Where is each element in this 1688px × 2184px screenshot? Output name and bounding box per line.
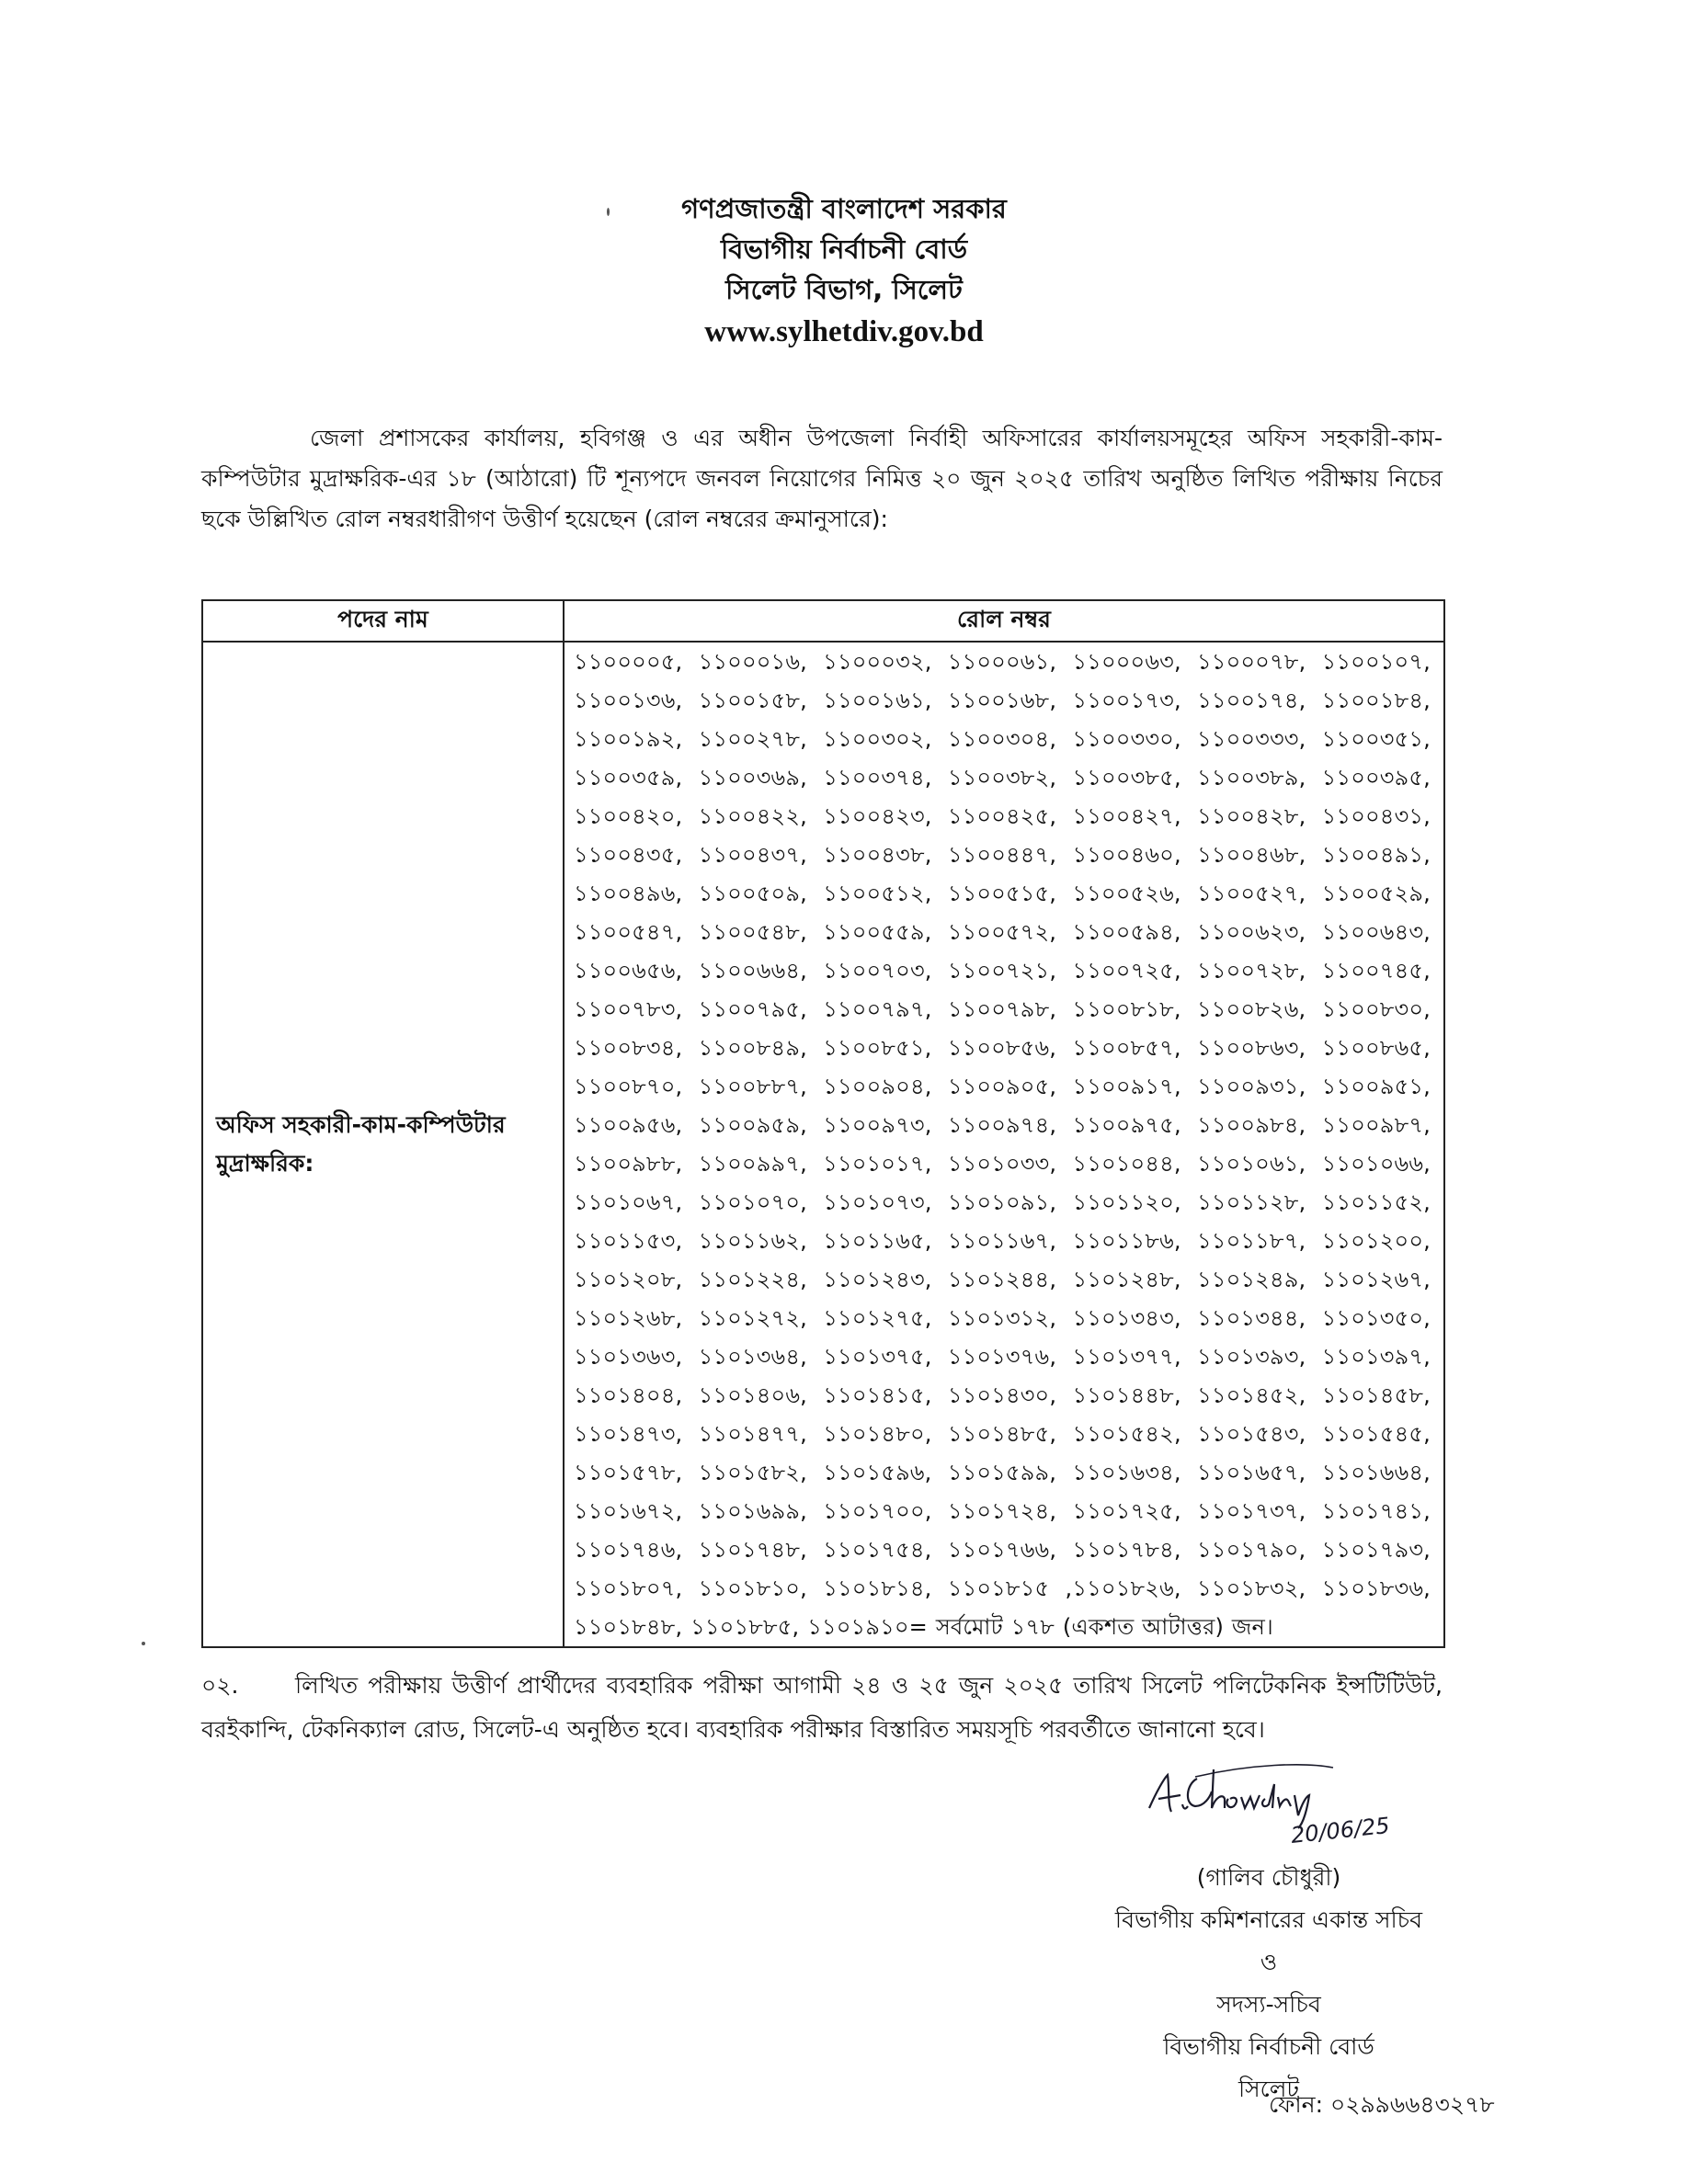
scan-speck — [142, 1642, 145, 1645]
intro-paragraph: জেলা প্রশাসকের কার্যালয়, হবিগঞ্জ ও এর অধীন উপজেলা নির্বাহী অফিসারের কার্যালয়সমূহের অফিস সহকারী-কাম-কম্পিউটার মুদ্রাক্ষরিক-এর ১৮ (আঠারো) টি শূন্যপদে জনবল নিয়োগের নিমিত্ত ২০ জুন ২০২৫ তারিখ অনুষ্ঠিত লিখিত পরীক্ষায় নিচের ছকে উল্লিখিত রোল নম্বরধারীগণ উত্তীর্ণ হয়েছেন (রোল নম্বরের ক্রমানুসারে): — [201, 425, 1443, 532]
signatory-name: (গালিব চৌধুরী) — [1196, 1864, 1341, 1891]
roll-numbers-cell — [564, 642, 1444, 1647]
signatory-block — [1048, 1857, 1489, 2110]
table-header-row — [202, 600, 1444, 642]
roll-number-list: ১১০০০০৫, ১১০০০১৬, ১১০০০৩২, ১১০০০৬১, ১১০০০৬৩, ১১০০০৭৮, ১১০০১০৭, ১১০০১৩৬, ১১০০১৫৮, ১১০০১৬১, ১১০০১৬৮, ১১০০১৭৩, ১১০০১৭৪, ১১০০১৮৪, ১১০০১৯২, ১১০০২৭৮, ১১০০৩০২, ১১০০৩০৪, ১১০০৩৩০, ১১০০৩৩৩, ১১০০৩৫১, ১১০০৩৫৯, ১১০০৩৬৯, ১১০০৩৭৪, ১১০০৩৮২, ১১০০৩৮৫, ১১০০৩৮৯, ১১০০৩৯৫, ১১০০৪২০, ১১০০৪২২, ১১০০৪২৩, ১১০০৪২৫, ১১০০৪২৭, ১১০০৪২৮, ১১০০৪৩১, ১১০০৪৩৫, ১১০০৪৩৭, ১১০০৪৩৮, ১১০০৪৪৭, ১১০০৪৬০, ১১০০৪৬৮, ১১০০৪৯১, ১১০০৪৯৬, ১১০০৫০৯, ১১০০৫১২, ১১০০৫১৫, ১১০০৫২৬, ১১০০৫২৭, ১১০০৫২৯, ১১০০৫৪৭, ১১০০৫৪৮, ১১০০৫৫৯, ১১০০৫৭২, ১১০০৫৯৪, ১১০০৬২৩, ১১০০৬৪৩, ১১০০৬৫৬, ১১০০৬৬৪, ১১০০৭০৩, ১১০০৭২১, ১১০০৭২৫, ১১০০৭২৮, ১১০০৭৪৫, ১১০০৭৮৩, ১১০০৭৯৫, ১১০০৭৯৭, ১১০০৭৯৮, ১১০০৮১৮, ১১০০৮২৬, ১১০০৮৩০, ১১০০৮৩৪, ১১০০৮৪৯, ১১০০৮৫১, ১১০০৮৫৬, ১১০০৮৫৭, ১১০০৮৬৩, ১১০০৮৬৫, ১১০০৮৭০, ১১০০৮৮৭, ১১০০৯০৪, ১১০০৯০৫, ১১০০৯১৭, ১১০০৯৩১, ১১০০৯৫১, ১১০০৯৫৬, ১১০০৯৫৯, ১১০০৯৭৩, ১১০০৯৭৪, ১১০০৯৭৫, ১১০০৯৮৪, ১১০০৯৮৭, ১১০০৯৮৮, ১১০০৯৯৭, ১১০১০১৭, ১১০১০৩৩, ১১০১০৪৪, ১১০১০৬১, ১১০১০৬৬, ১১০১০৬৭, ১১০১০৭০, ১১০১০৭৩, ১১০১০৯১, ১১০১১২০, ১১০১১২৮, ১১০১১৫২, ১১০১১৫৩, ১১০১১৬২, ১১০১১৬৫, ১১০১১৬৭, ১১০১১৮৬, ১১০১১৮৭, ১১০১২০০, ১১০১২০৮, ১১০১২২৪, ১১০১২৪৩, ১১০১২৪৪, ১১০১২৪৮, ১১০১২৪৯, ১১০১২৬৭, ১১০১২৬৮, ১১০১২৭২, ১১০১২৭৫, ১১০১৩১২, ১১০১৩৪৩, ১১০১৩৪৪, ১১০১৩৫০, ১১০১৩৬৩, ১১০১৩৬৪, ১১০১৩৭৫, ১১০১৩৭৬, ১১০১৩৭৭, ১১০১৩৯৩, ১১০১৩৯৭, ১১০১৪০৪, ১১০১৪০৬, ১১০১৪১৫, ১১০১৪৩০, ১১০১৪৪৮, ১১০১৪৫২, ১১০১৪৫৮, ১১০১৪৭৩, ১১০১৪৭৭, ১১০১৪৮০, ১১০১৪৮৫, ১১০১৫৪২, ১১০১৫৪৩, ১১০১৫৪৫, ১১০১৫৭৮, ১১০১৫৮২, ১১০১৫৯৬, ১১০১৫৯৯, ১১০১৬৩৪, ১১০১৬৫৭, ১১০১৬৬৪, ১১০১৬৭২, ১১০১৬৯৯, ১১০১৭০০, ১১০১৭২৪, ১১০১৭২৫, ১১০১৭৩৭, ১১০১৭৪১, ১১০১৭৪৬, ১১০১৭৪৮, ১১০১৭৫৪, ১১০১৭৬৬, ১১০১৭৮৪, ১১০১৭৯০, ১১০১৭৯৩, ১১০১৮০৭, ১১০১৮১০, ১১০১৮১৪, ১১০১৮১৫ ,১১০১৮২৬, ১১০১৮৩২, ১১০১৮৩৬, ১১০১৮৪৮, ১১০১৮৮৫, ১১০১৯১০= সর্বমোট ১৭৮ (একশত আটাত্তর) জন। — [574, 649, 1431, 1640]
division-title: সিলেট বিভাগ, সিলেট — [725, 274, 963, 305]
signatory-board: বিভাগীয় নির্বাচনী বোর্ড — [1163, 2033, 1374, 2060]
results-table — [201, 599, 1445, 1648]
signatory-designation: বিভাগীয় কমিশনারের একান্ত সচিব — [1114, 1906, 1423, 1933]
signatory-place: সিলেট — [1238, 2076, 1299, 2102]
handwritten-signature — [1140, 1751, 1443, 1852]
practical-exam-paragraph — [201, 1664, 1443, 1752]
post-name: অফিস সহকারী-কাম-কম্পিউটার মুদ্রাক্ষরিক: — [216, 1111, 506, 1177]
website-link[interactable]: www.sylhetdiv.gov.bd — [704, 315, 984, 348]
post-name-cell — [202, 642, 564, 1647]
table-row — [202, 642, 1444, 1647]
signatory-conjunction: ও — [1260, 1949, 1278, 1975]
phone-number: ফোন: ০২৯৯৬৬৪৩২৭৮ — [1269, 2091, 1495, 2118]
board-title: বিভাগীয় নির্বাচনী বোর্ড — [720, 233, 968, 265]
post-name-header: পদের নাম — [202, 600, 564, 642]
paragraph-text: লিখিত পরীক্ষায় উত্তীর্ণ প্রার্থীদের ব্যবহারিক পরীক্ষা আগামী ২৪ ও ২৫ জুন ২০২৫ তারিখ সিলেট পলিটেকনিক ইন্সটিটিউট, বরইকান্দি, টেকনিক্যাল রোড, সিলেট-এ অনুষ্ঠিত হবে। ব্যবহারিক পরীক্ষার বিস্তারিত সময়সূচি পরবর্তীতে জানানো হবে। — [201, 1672, 1443, 1743]
roll-number-header: রোল নম্বর — [564, 600, 1444, 642]
signatory-role: সদস্য-সচিব — [1216, 1991, 1321, 2018]
letterhead — [0, 188, 1688, 354]
paragraph-number: ০২. — [201, 1672, 239, 1699]
government-title: গণপ্রজাতন্ত্রী বাংলাদেশ সরকার — [681, 193, 1007, 224]
signature-date: 20/06/25 — [1289, 1812, 1391, 1848]
